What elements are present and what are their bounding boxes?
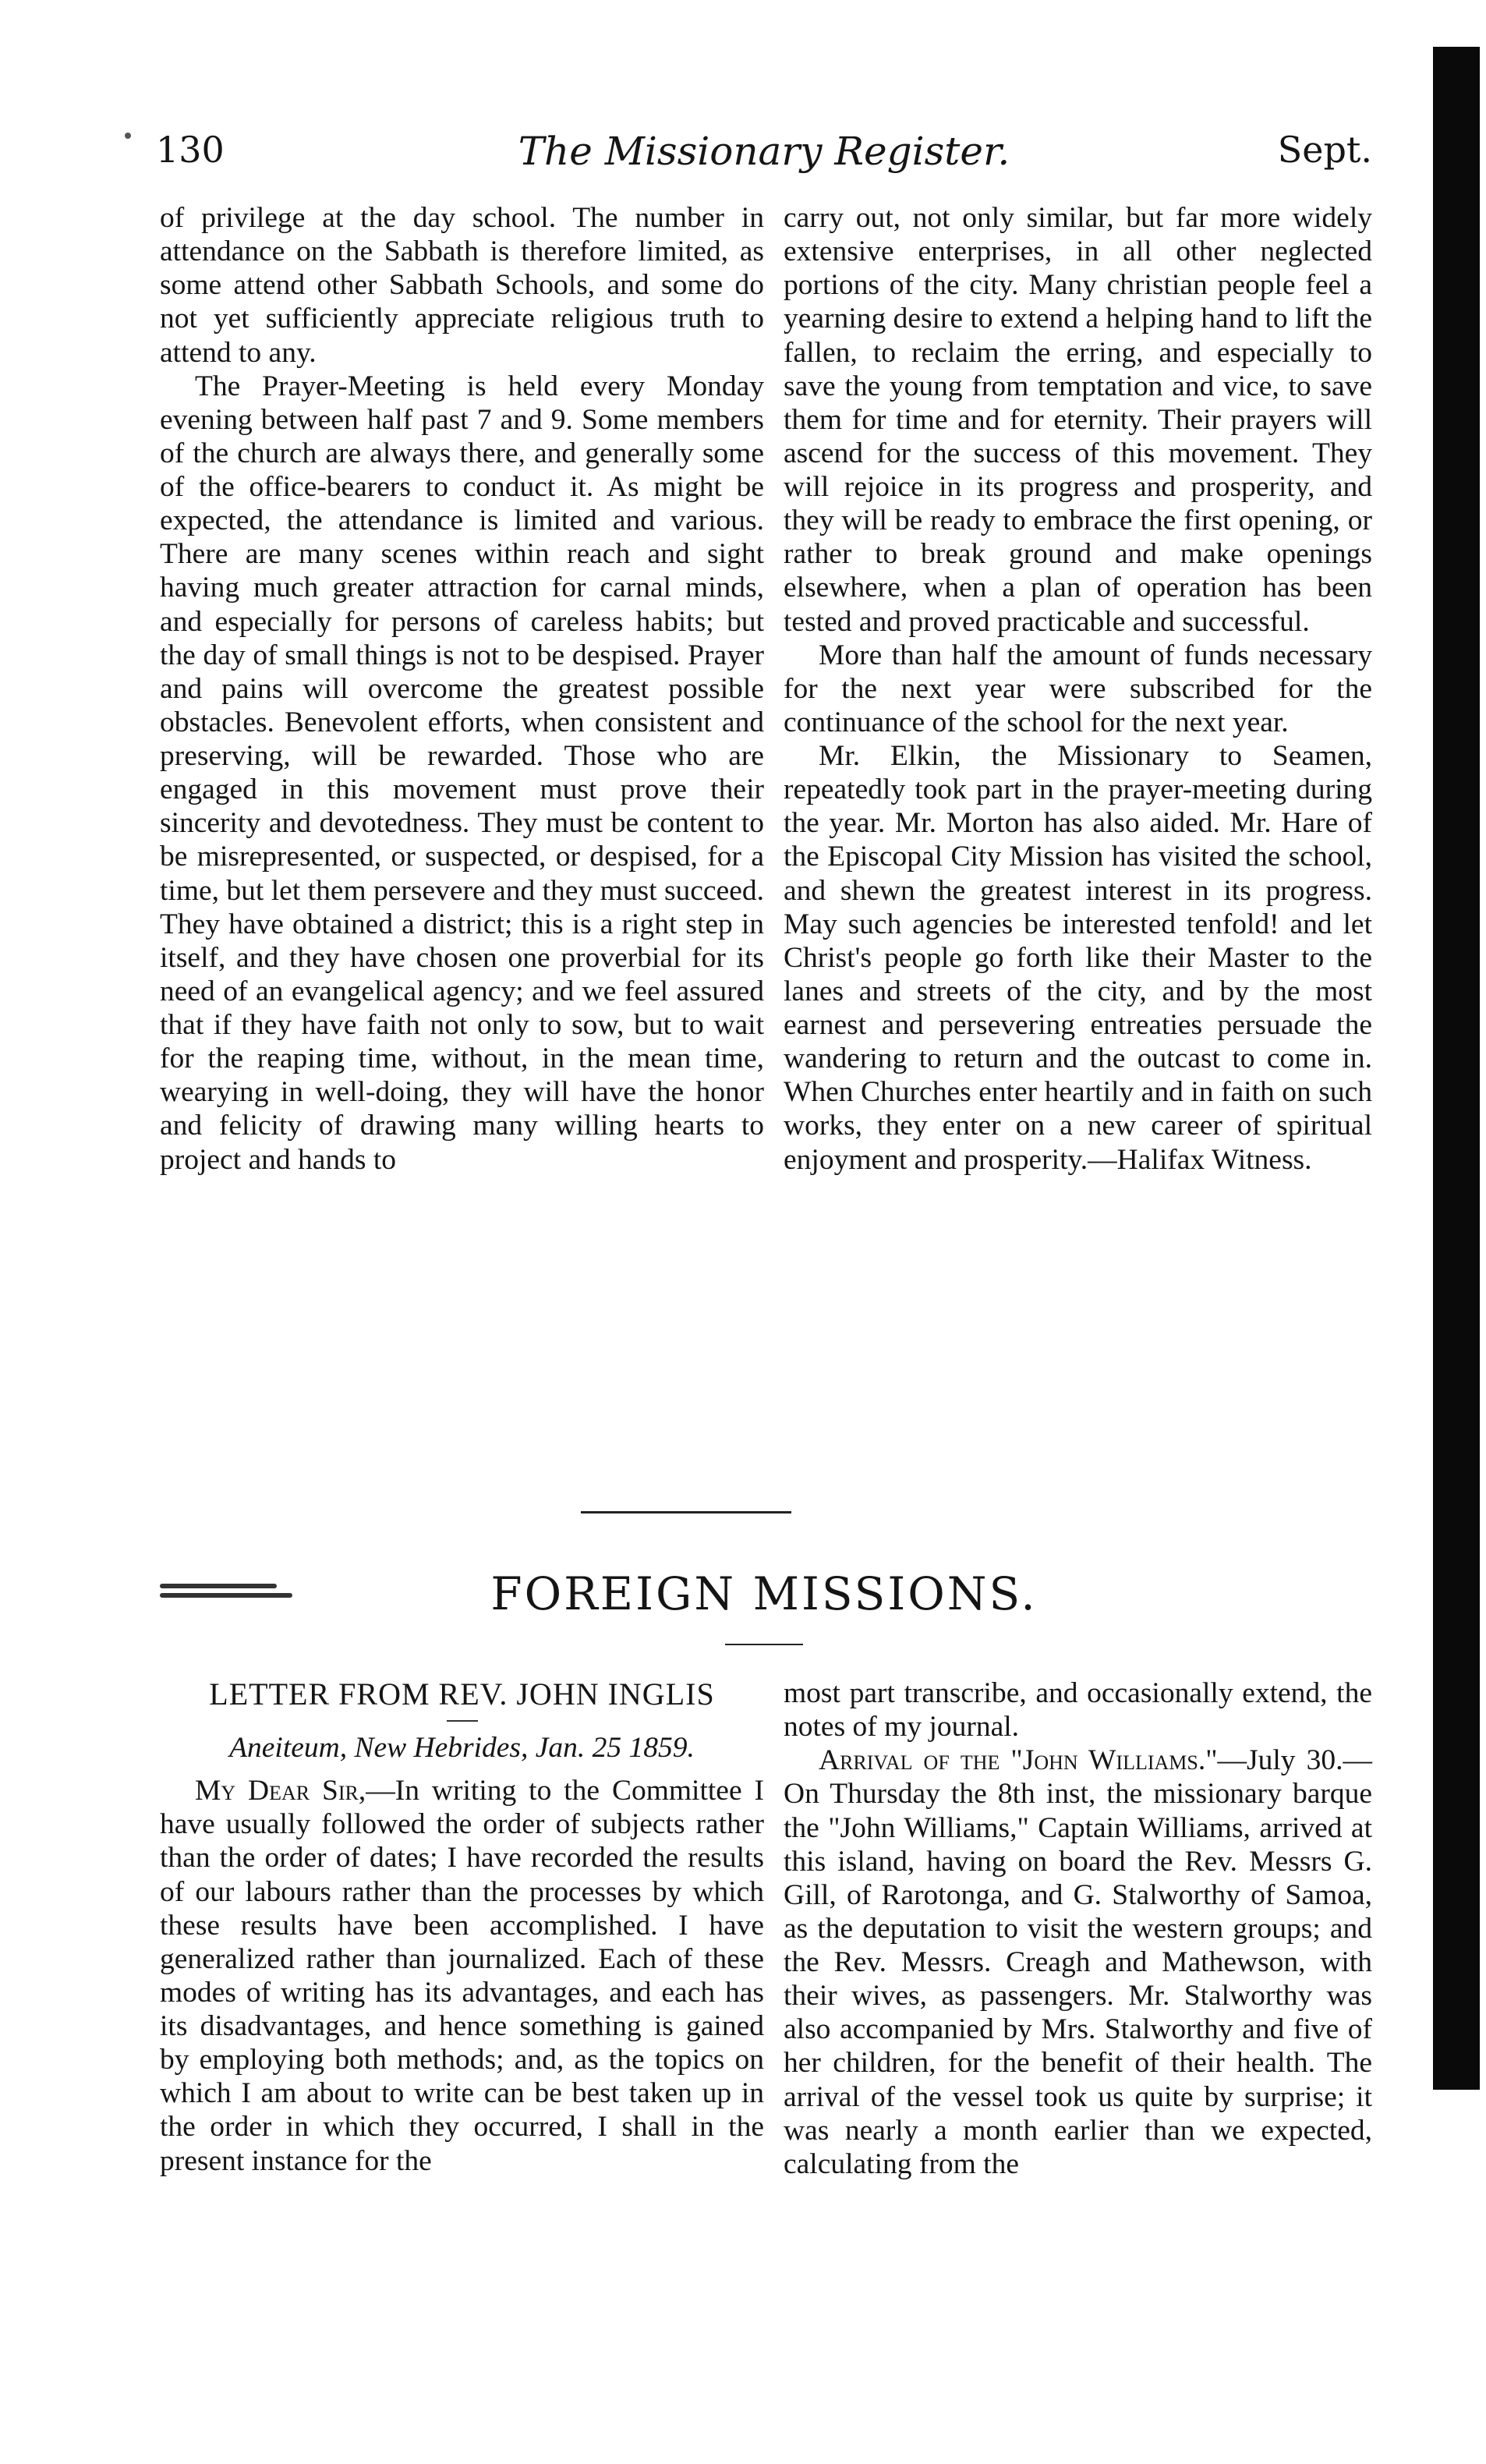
running-title: The Missionary Register. <box>518 129 1010 174</box>
arrival-heading: Arrival of the "John Williams." <box>819 1744 1218 1777</box>
letter-title: LETTER FROM REV. JOHN INGLIS <box>209 1676 715 1712</box>
scan-edge-shadow <box>1433 47 1480 2090</box>
ink-speck <box>125 133 131 139</box>
arrival-body: —July 30.—On Thursday the 8th inst, the missionary barque the "John Williams," Captain Williams, arrived at this island, having on board the Rev. Messrs G. Gill, of Rarotonga, and G. Stalworthy of Samoa, as the deputation to visit the western groups; and the Rev. Messrs. Creagh and Mathewson, with their wives, as passengers. Mr. Stalworthy was also accompanied by Mrs. Stalworthy and five of her children, for the benefit of their health. The arrival of the vessel took us quite by surprise; it was nearly a month earlier than we expected, calculating from the <box>784 1744 1372 2180</box>
page-number: 130 <box>156 129 225 171</box>
column-left-top <box>160 201 764 1177</box>
column-left-bottom <box>160 1676 764 2178</box>
title-underline <box>725 1644 803 1645</box>
short-rule <box>447 1720 478 1722</box>
letter-continuation: most part transcribe, and occasionally extend, the notes of my journal. <box>784 1677 1372 1744</box>
section-divider <box>581 1511 791 1513</box>
paragraph: of privilege at the day school. The number in attendance on the Sabbath is therefore limited, as some attend other Sabbath Schools, and some do not yet sufficiently appreciate religious truth to attend to any. <box>160 202 764 369</box>
section-title: FOREIGN MISSIONS. <box>490 1567 1038 1620</box>
letter-dateline <box>160 1720 764 1765</box>
column-right-bottom <box>784 1676 1372 2181</box>
column-right-top <box>784 201 1372 1177</box>
salutation: My Dear Sir, <box>195 1775 366 1807</box>
paragraph: The Prayer-Meeting is held every Monday evening between half past 7 and 9. Some members of the church are always there, and generally some of the office-bearers to conduct it. As might be expected, the attendance is limited and various. There are many scenes within reach and sight having much greater attraction for carnal minds, and especially for persons of careless habits; but the day of small things is not to be despised. Prayer and pains will overcome the greatest possible obstacles. Benevolent efforts, when consistent and preserving, will be rewarded. Those who are engaged in this movement must prove their sincerity and devotedness. They must be content to be misrepresented, or suspected, or despised, for a time, but let them persevere and they must succeed. They have obtained a district; this is a right step in itself, and they have chosen one proverbial for its need of an evangelical agency; and we feel assured that if they have faith not only to sow, but to wait for the reaping time, without, in the mean time, wearying in well-doing, they will have the honor and felicity of drawing many willing hearts to project and hands to <box>160 370 764 1176</box>
paragraph: carry out, not only similar, but far more widely extensive enterprises, in all other neglected portions of the city. Many christian people feel a yearning desire to extend a helping hand to lift the fallen, to reclaim the erring, and especially to save the young from temptation and vice, to save them for time and for eternity. Their prayers will ascend for the success of this movement. They will rejoice in its progress and prosperity, and they will be ready to embrace the first opening, or rather to break ground and make openings elsewhere, when a plan of operation has been tested and proved practicable and successful. <box>784 202 1372 638</box>
paragraph: Mr. Elkin, the Missionary to Seamen, repeatedly took part in the prayer-meeting during the year. Mr. Morton has also aided. Mr. Hare of the Episcopal City Mission has visited the school, and shewn the greatest interest in its progress. May such agencies be interested tenfold! and let Christ's people go forth like their Master to the lanes and streets of the city, and by the most earnest and persevering entreaties persuade the wandering to return and the outcast to come in. When Churches enter heartily and in faith on such works, they enter on a new career of spiritual enjoyment and prosperity.—Halifax Witness. <box>784 740 1372 1176</box>
letter-body-text: —In writing to the Committee I have usually followed the order of subjects rather than the order of dates; I have recorded the results of our labours rather than the processes by which these results have been accomplished. I have generalized rather than journalized. Each of these modes of writing has its advantages, and each has its disadvantages, and hence something is gained by employing both methods; and, as the topics on which I am about to write can be best taken up in the order in which they occurred, I shall in the present instance for the <box>160 1775 764 2177</box>
header-month: Sept. <box>1277 129 1372 171</box>
dateline-text: Aneiteum, New Hebrides, Jan. 25 1859. <box>229 1732 695 1764</box>
arrival-paragraph <box>784 1744 1372 2181</box>
page-header <box>156 129 1372 183</box>
letter-body <box>160 1774 764 2178</box>
paragraph: More than half the amount of funds necessary for the next year were subscribed for the continuance of the school for the next year. <box>784 639 1372 738</box>
